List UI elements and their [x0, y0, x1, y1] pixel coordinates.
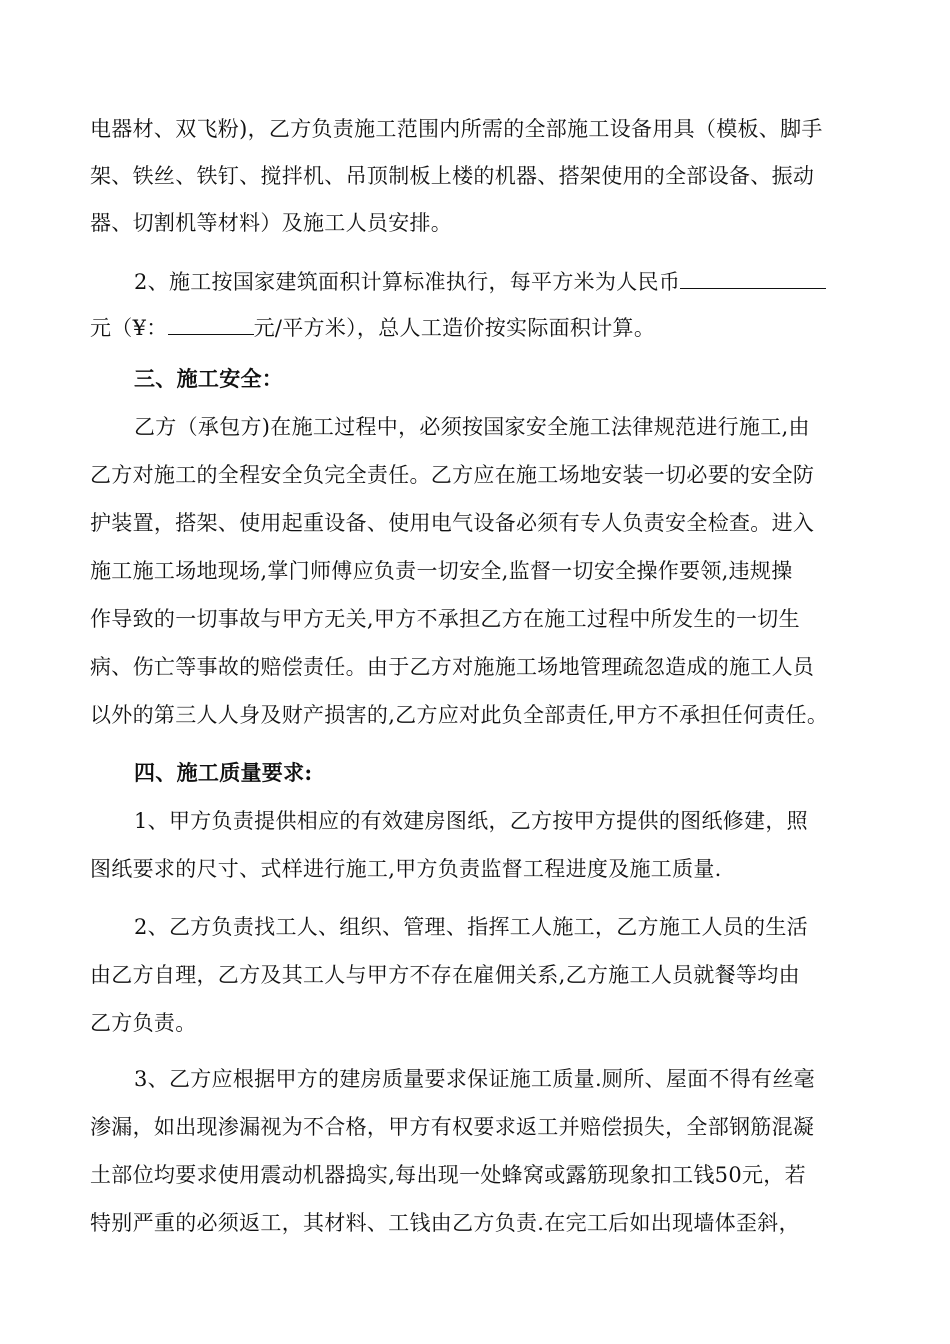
paragraph-line: 以外的第三人人身及财产损害的,乙方应对此负全部责任,甲方不承担任何责任。: [90, 703, 829, 727]
section-heading-quality: 四、施工质量要求:: [134, 760, 313, 785]
paragraph-line: 架、铁丝、铁钉、搅拌机、吊顶制板上楼的机器、搭架使用的全部设备、振动: [90, 164, 815, 188]
paragraph-line: 图纸要求的尺寸、式样进行施工,甲方负责监督工程进度及施工质量.: [90, 857, 722, 881]
price-blank: [680, 266, 826, 289]
price-clause-text: 2、施工按国家建筑面积计算标准执行，每平方米为人民币: [134, 270, 681, 294]
paragraph-line: 作导致的一切事故与甲方无关,甲方不承担乙方在施工过程中所发生的一切生: [90, 607, 800, 631]
paragraph-line: 由乙方自理，乙方及其工人与甲方不存在雇佣关系,乙方施工人员就餐等均由: [90, 963, 800, 987]
price-unit-line: [90, 312, 870, 343]
paragraph-line: 护装置，搭架、使用起重设备、使用电气设备必须有专人负责安全检查。进入: [90, 511, 815, 535]
paragraph-line: 乙方对施工的全程安全负完全责任。乙方应在施工场地安装一切必要的安全防: [90, 463, 815, 487]
paragraph-line: 渗漏，如出现渗漏视为不合格，甲方有权要求返工并赔偿损失，全部钢筋混凝: [90, 1115, 815, 1139]
unit-price-blank: [168, 312, 254, 335]
paragraph-line: 器、切割机等材料）及施工人员安排。: [90, 211, 453, 235]
paragraph-line: 施工施工场地现场,掌门师傅应负责一切安全,监督一切安全操作要领,违规操: [90, 559, 793, 583]
price-clause-line: [134, 266, 914, 297]
paragraph-line: 电器材、双飞粉)，乙方负责施工范围内所需的全部施工设备用具（模板、脚手: [90, 117, 823, 141]
paragraph-line: 土部位均要求使用震动机器捣实,每出现一处蜂窝或露筋现象扣工钱50元，若: [90, 1163, 806, 1187]
price-unit-prefix: 元（¥：: [90, 316, 168, 340]
paragraph-line: 3、乙方应根据甲方的建房质量要求保证施工质量.厕所、屋面不得有丝毫: [134, 1067, 815, 1091]
paragraph-line: 2、乙方负责找工人、组织、管理、指挥工人施工，乙方施工人员的生活: [134, 915, 808, 939]
paragraph-line: 乙方（承包方)在施工过程中，必须按国家安全施工法律规范进行施工,由: [134, 415, 810, 439]
paragraph-line: 病、伤亡等事故的赔偿责任。由于乙方对施施工场地管理疏忽造成的施工人员: [90, 655, 815, 679]
paragraph-line: 特别严重的必须返工，其材料、工钱由乙方负责.在完工后如出现墙体歪斜，: [90, 1211, 800, 1235]
section-heading-safety: 三、施工安全：: [134, 366, 284, 391]
paragraph-line: 1、甲方负责提供相应的有效建房图纸，乙方按甲方提供的图纸修建，照: [134, 809, 808, 833]
paragraph-line: 乙方负责。: [90, 1011, 197, 1035]
price-unit-suffix: 元/平方米），总人工造价按实际面积计算。: [253, 316, 656, 340]
